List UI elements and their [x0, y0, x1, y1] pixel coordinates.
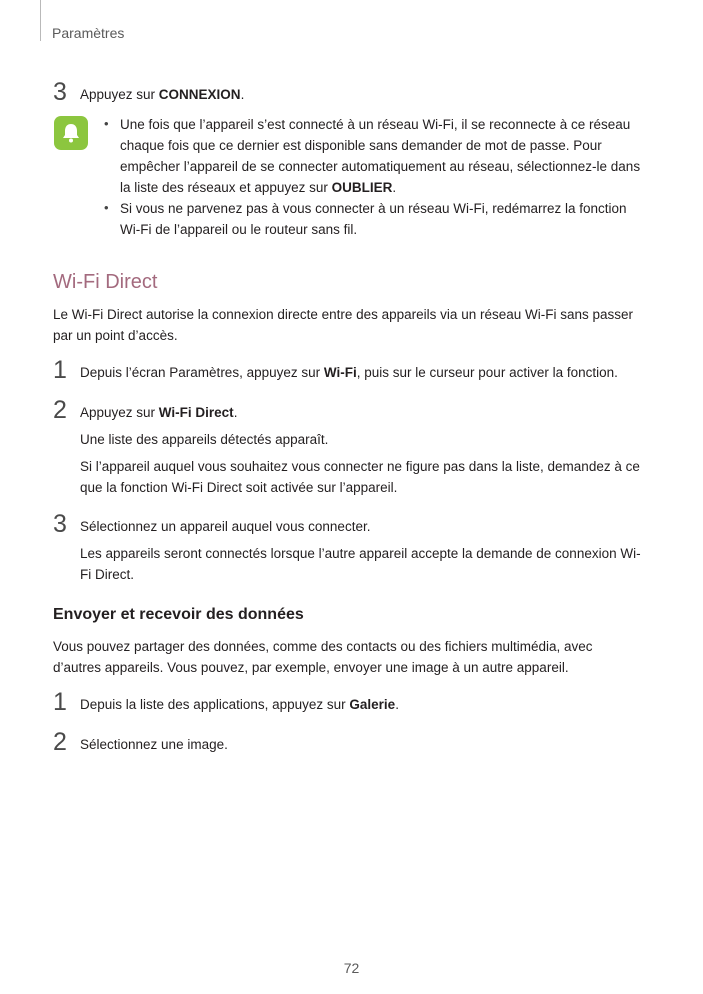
step-detail: Une liste des appareils détectés apparaît. [80, 432, 329, 447]
step-text: Appuyez sur Wi-Fi Direct. [80, 405, 238, 420]
step-number: 3 [53, 510, 67, 538]
bullet-marker: • [104, 116, 109, 131]
subsection-title: Envoyer et recevoir des données [53, 606, 304, 623]
section-intro: Le Wi-Fi Direct autorise la connexion directe entre des appareils via un réseau Wi-Fi sans passer par un point d’accès. [53, 307, 634, 343]
page-number: 72 [343, 960, 360, 976]
header-rule [40, 0, 41, 41]
step-detail: Les appareils seront connectés lorsque l’autre appareil accepte la demande de connexion Wi-Fi Direct. [80, 546, 641, 582]
step-text: Sélectionnez une image. [80, 737, 228, 752]
step-text: Depuis la liste des applications, appuyez sur Galerie. [80, 697, 399, 712]
step-number: 3 [53, 78, 67, 106]
note-item: Si vous ne parvenez pas à vous connecter à un réseau Wi-Fi, redémarrez la fonction Wi-Fi de l’appareil ou le routeur sans fil. [120, 201, 627, 237]
subsection-intro: Vous pouvez partager des données, comme des contacts ou des fichiers multimédia, avec d’autres appareils. Vous pouvez, par exemple, envoyer une image à un autre appareil. [53, 639, 593, 675]
bell-icon [54, 116, 88, 150]
section-title: Wi-Fi Direct [53, 271, 158, 293]
step-text: Depuis l’écran Paramètres, appuyez sur Wi-Fi, puis sur le curseur pour activer la fonction. [80, 365, 618, 380]
step-number: 2 [53, 396, 67, 424]
step-detail: Si l’appareil auquel vous souhaitez vous connecter ne figure pas dans la liste, demandez à ce que la fonction Wi-Fi Direct soit activée sur l’appareil. [80, 459, 640, 495]
step-number: 2 [53, 728, 67, 756]
step-text: Appuyez sur CONNEXION. [80, 87, 245, 102]
note-item: Une fois que l’appareil s’est connecté à un réseau Wi-Fi, il se reconnecte à ce réseau chaque fois que ce dernier est disponible sans demander de mot de passe. Pour empêcher l’appareil de se connecter automatiquement au réseau, sélectionnez-le dans la liste des réseaux et appuyez sur OUBLIER. [120, 117, 641, 195]
page-header: Paramètres [52, 25, 125, 41]
step-number: 1 [53, 688, 67, 716]
step-text: Sélectionnez un appareil auquel vous connecter. [80, 519, 371, 534]
step-number: 1 [53, 356, 67, 384]
bullet-marker: • [104, 200, 109, 215]
